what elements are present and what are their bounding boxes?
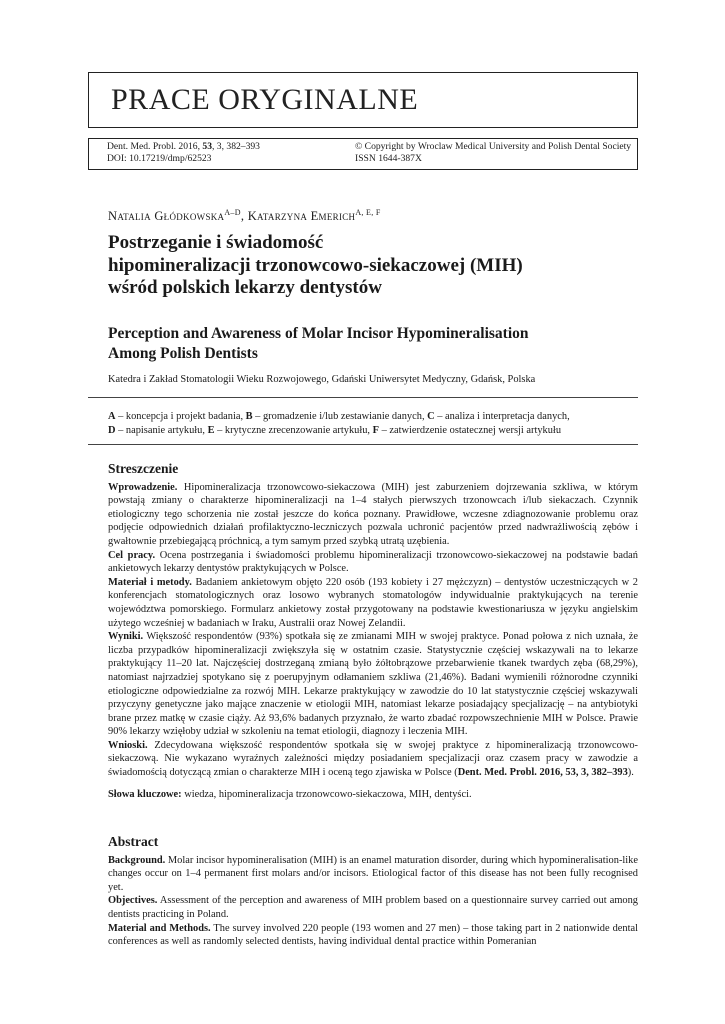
contrib-text-e: – krytyczne zrecenzowanie artykułu, xyxy=(214,425,373,436)
copyright: © Copyright by Wroclaw Medical University and Polish Dental Society xyxy=(355,141,632,152)
keywords-text: wiedza, hipomineralizacja trzonowcowo-siekaczowa, MIH, dentyści. xyxy=(181,788,472,800)
objectives-paragraph xyxy=(108,894,638,921)
section-header-box xyxy=(88,72,638,128)
contrib-key-b: B xyxy=(245,411,253,422)
author-1-roles: A–D xyxy=(224,208,241,217)
wprowadzenie-text: Hipomineralizacja trzonowcowo-siekaczowa (MIH) jest zaburzeniem dojrzewania szkliwa, w którym powstają zmiany o charakterze hipomineralizacji na 1–4 stałych pierwszych trzonowcach i/lub siekaczach. Czynnik etiologiczny tego schorzenia nie został jeszcze do końca poznany. Prawidłowe, wczesne zdiagnozowanie problemu oraz podjęcie odpowiednich działań profilaktyczno-leczniczych pozwala uchronić pacjentów przed nadwrażliwością zębów i gwałtownie przebiegającą próchnicą, a tym samym przed szybką utratą uzębienia. xyxy=(108,481,638,547)
background-text: Molar incisor hypomineralisation (MIH) is an enamel maturation disorder, during which hypomineralisation-like changes occur on 1–4 permanent first molars and/or incisors. Etiological factor of this disease has not been fully recognised yet. xyxy=(108,854,638,893)
journal-name: Dent. Med. Probl. 2016, xyxy=(107,141,203,152)
journal-meta-box xyxy=(88,138,638,170)
journal-citation xyxy=(107,141,260,165)
contrib-text-c: – analiza i interpretacja danych, xyxy=(434,411,570,422)
journal-rights xyxy=(355,141,631,165)
objectives-label: Objectives. xyxy=(108,895,158,907)
background-paragraph xyxy=(108,854,638,895)
author-separator: , xyxy=(240,209,248,224)
wyniki-label: Wyniki. xyxy=(108,631,144,643)
methods-text: The survey involved 220 people (193 women and 27 men) – those taking part in 2 nationwide dental conferences as well as randomly selected dentists, having individual dental practice within Pomeranian xyxy=(108,922,638,948)
material-paragraph xyxy=(108,576,638,630)
title-polish-line: Postrzeganie i świadomość xyxy=(108,232,324,253)
abstract-title: Abstract xyxy=(108,834,159,849)
contrib-text-a: – koncepcja i projekt badania, xyxy=(115,411,246,422)
wyniki-text: Większość respondentów (93%) spotkała się ze zmianami MIH w swojej praktyce. Ponad połowa z nich uznała, że liczba przypadków hipomineralizacji zwiększyła się w ostatnim czasie. Statystycznie częściej wskazywali na to lekarze praktykujący 11–20 lat. Najczęściej dostrzeganą zmianą było żółtobrązowe przebarwienie tkanek twardych zęba (68,29%), natomiast najrzadziej spotykano się z poerupyjnym odłamaniem szkliwa (21,46%). Badani wymienili różnorodne czynniki etiologiczne odpowiedzialne za rozwój MIH. Lekarze praktykujący w zawodzie do 10 lat statystycznie częściej wskazywali przyczyny genetyczne jako mające znaczenie w etiologii MIH, natomiast lekarze posiadający specjalizację – na antybiotyki brane przez matkę w czasie ciąży. Aż 93,6% badanych przyznało, że warto zbadać rozpowszechnienie MIH w Polsce. Prawie 90% lekarzy wzięłoby udział w szkoleniu na temat etiologii, diagnozy i leczenia MIH. xyxy=(108,631,638,738)
author-2-name: Katarzyna Emerich xyxy=(247,209,356,224)
keywords-label: Słowa kluczowe: xyxy=(108,788,182,800)
contrib-key-a: A xyxy=(108,411,116,422)
wnioski-text: Zdecydowana większość respondentów spotkała się w swojej praktyce z hipomineralizacją trzonowcowo-siekaczową. Nie wykazano wyraźnych zależności między posiadaniem specjalizacji oraz czasem pracy w zawodzie a świadomością dotyczącą zmian o charakterze MIH i oceną tego zjawiska w Polsce ( xyxy=(108,739,638,779)
contrib-key-c: C xyxy=(427,411,435,422)
section-header-title: PRACE ORYGINALNE xyxy=(111,83,419,116)
contrib-text-b: – gromadzenie i/lub zestawianie danych, xyxy=(252,411,428,422)
contrib-key-e: E xyxy=(207,425,215,436)
abstract-section xyxy=(108,835,638,949)
title-english-line: Perception and Awareness of Molar Incisor Hypomineralisation xyxy=(108,325,529,342)
methods-label: Material and Methods. xyxy=(108,922,211,934)
wprowadzenie-paragraph xyxy=(108,481,638,549)
contrib-text-f: – zatwierdzenie ostatecznej wersji artykułu xyxy=(378,425,562,436)
streszczenie-section xyxy=(108,462,638,801)
title-polish xyxy=(108,232,628,300)
material-label: Materiał i metody. xyxy=(108,576,192,588)
wnioski-end: ). xyxy=(627,767,634,779)
affiliation: Katedra i Zakład Stomatologii Wieku Rozwojowego, Gdański Uniwersytet Medyczny, Gdańsk, Polska xyxy=(108,374,536,385)
keywords-paragraph xyxy=(108,788,638,802)
contrib-key-d: D xyxy=(108,425,116,436)
issn: ISSN 1644-387X xyxy=(355,153,422,164)
streszczenie-title: Streszczenie xyxy=(108,461,179,476)
background-label: Background. xyxy=(108,854,166,866)
contrib-text-d: – napisanie artykułu, xyxy=(115,425,208,436)
article-page xyxy=(88,72,638,948)
title-english xyxy=(108,324,628,364)
contrib-key-f: F xyxy=(372,425,379,436)
citation-text: Dent. Med. Probl. 2016, 53, 3, 382–393 xyxy=(457,767,628,779)
cel-label: Cel pracy. xyxy=(108,549,156,561)
doi: DOI: 10.17219/dmp/62523 xyxy=(107,153,212,164)
objectives-text: Assessment of the perception and awareness of MIH problem based on a questionnaire survey carried out among dentists practicing in Poland. xyxy=(108,895,638,920)
cel-paragraph xyxy=(108,549,638,576)
contribution-legend xyxy=(88,397,638,445)
author-2-roles: A, E, F xyxy=(355,208,381,217)
journal-issue-pages: , 3, 382–393 xyxy=(212,141,260,152)
wprowadzenie-label: Wprowadzenie. xyxy=(108,481,178,493)
title-polish-line: wśród polskich lekarzy dentystów xyxy=(108,277,382,298)
title-english-line: Among Polish Dentists xyxy=(108,345,258,362)
cel-text: Ocena postrzegania i świadomości problemu hipomineralizacji trzonowcowo-siekaczowej na podstawie badań ankietowych lekarzy dentystów praktykujących w Polsce. xyxy=(108,549,638,575)
wnioski-paragraph xyxy=(108,739,638,780)
wnioski-label: Wnioski. xyxy=(108,739,148,751)
material-text: Badaniem ankietowym objęto 220 osób (193 kobiety i 27 mężczyzn) – dentystów uczestniczących w 2 konferencjach stomatologicznych oraz losowo wybranych stomatologów indywidualnie praktykujących na terenie województwa pomorskiego. Formularz ankietowy został przygotowany na podstawie kwestionariusza w języku angielskim użytego wcześniej w badaniach w Iraku, Australii oraz Nowej Zelandii. xyxy=(108,576,638,629)
author-1-name: Natalia Głódkowska xyxy=(108,209,225,224)
title-polish-line: hipomineralizacji trzonowcowo-siekaczowej (MIH) xyxy=(108,254,523,276)
wyniki-paragraph xyxy=(108,630,638,739)
journal-volume: 53 xyxy=(202,141,212,152)
methods-paragraph xyxy=(108,922,638,949)
author-list xyxy=(108,208,381,224)
